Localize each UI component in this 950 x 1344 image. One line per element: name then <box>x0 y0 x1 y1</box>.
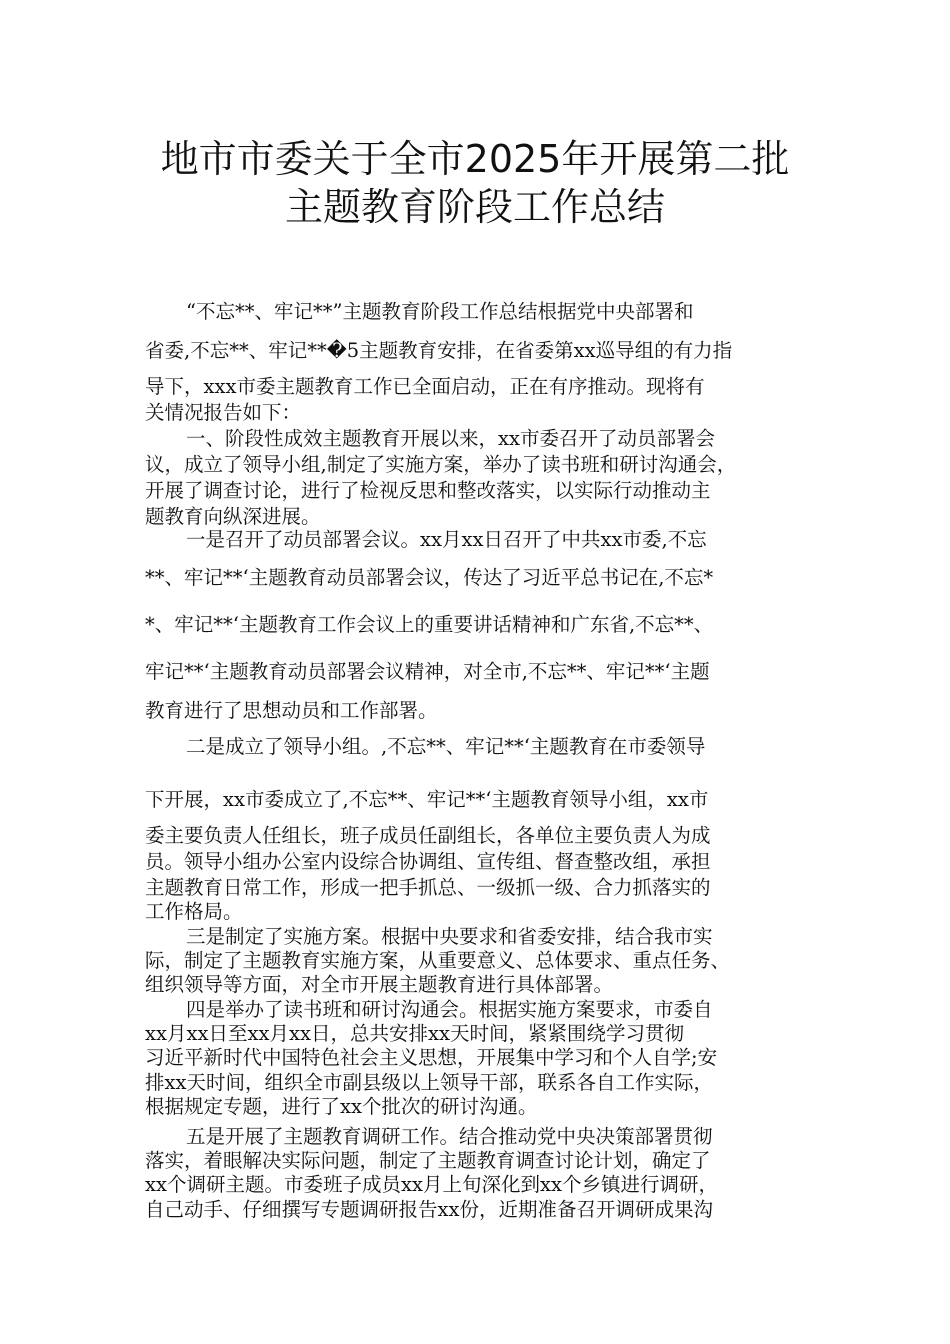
body-line: 落实，着眼解决实际问题，制定了主题教育调查讨论计划，确定了 <box>145 1149 711 1172</box>
body-line: 一是召开了动员部署会议。xx月xx日召开了中共xx市委,不忘 <box>186 528 707 551</box>
body-line: 主题教育日常工作，形成一把手抓总、一级抓一级、合力抓落实的 <box>145 876 711 899</box>
body-line: 题教育向纵深进展。 <box>145 505 321 528</box>
body-line: 员。领导小组办公室内设综合协调组、宣传组、督查整改组，承担 <box>145 850 711 873</box>
body-line: 议，成立了领导小组,制定了实施方案，举办了读书班和研讨沟通会， <box>145 453 737 476</box>
body-line: 导下，xxx市委主题教育工作已全面启动，正在有序推动。现将有 <box>145 375 705 398</box>
body-line: 省委,不忘**、牢记**�5主题教育安排，在省委第xx巡导组的有力指 <box>145 339 733 362</box>
body-line: 下开展，xx市委成立了,不忘**、牢记**‘主题教育领导小组，xx市 <box>145 788 709 811</box>
body-line: xx月xx日至xx月xx日，总共安排xx天时间，紧紧围绕学习贯彻 <box>145 1022 684 1045</box>
body-line: 际，制定了主题教育实施方案，从重要意义、总体要求、重点任务、 <box>145 949 731 972</box>
body-line: “不忘**、牢记**”主题教育阶段工作总结根据党中央部署和 <box>186 300 694 323</box>
body-line: 牢记**‘主题教育动员部署会议精神，对全市,不忘**、牢记**‘主题 <box>145 660 710 683</box>
body-line: 三是制定了实施方案。根据中央要求和省委安排，结合我市实 <box>186 925 713 948</box>
body-line: 四是举办了读书班和研讨沟通会。根据实施方案要求，市委自 <box>186 998 713 1021</box>
body-line: 一、阶段性成效主题教育开展以来，xx市委召开了动员部署会 <box>186 427 715 450</box>
body-line: xx个调研主题。市委班子成员xx月上旬深化到xx个乡镇进行调研， <box>145 1173 718 1196</box>
body-line: 教育进行了思想动员和工作部署。 <box>145 699 438 722</box>
document-title-line-1: 地市市委关于全市2025年开展第二批 <box>160 137 790 181</box>
body-line: 二是成立了领导小组。,不忘**、牢记**‘主题教育在市委领导 <box>186 735 706 758</box>
body-line: 五是开展了主题教育调研工作。结合推动党中央决策部署贯彻 <box>186 1125 713 1148</box>
document-title-line-2: 主题教育阶段工作总结 <box>284 185 665 229</box>
body-line: 组织领导等方面，对全市开展主题教育进行具体部署。 <box>145 973 614 996</box>
body-line: 自己动手、仔细撰写专题调研报告xx份，近期准备召开调研成果沟 <box>145 1198 713 1221</box>
body-line: 排xx天时间，组织全市副县级以上领导干部，联系各自工作实际， <box>145 1071 713 1094</box>
body-line: 工作格局。 <box>145 900 243 923</box>
body-line: 习近平新时代中国特色社会主义思想，开展集中学习和个人自学;安 <box>145 1046 718 1069</box>
body-line: **、牢记**‘主题教育动员部署会议，传达了习近平总书记在,不忘* <box>145 566 714 589</box>
body-line: 开展了调查讨论，进行了检视反思和整改落实，以实际行动推动主 <box>145 479 711 502</box>
body-line: *、牢记**‘主题教育工作会议上的重要讲话精神和广东省,不忘**、 <box>145 613 714 636</box>
body-line: 根据规定专题，进行了xx个批次的研讨沟通。 <box>145 1095 538 1118</box>
body-line: 委主要负责人任组长，班子成员任副组长，各单位主要负责人为成 <box>145 824 711 847</box>
body-line: 关情况报告如下： <box>145 401 302 424</box>
